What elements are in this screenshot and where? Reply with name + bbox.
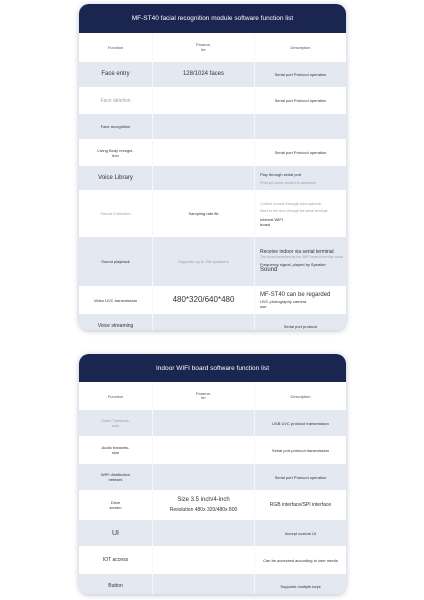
table-row xyxy=(79,113,346,139)
header-parameter xyxy=(153,383,255,409)
description-cell xyxy=(255,237,346,286)
header-function: Function xyxy=(79,34,153,61)
description-line: Sound xyxy=(260,267,278,274)
description-cell: Serial port Protocol operation xyxy=(274,474,327,480)
table-row xyxy=(79,236,346,286)
description-cell: Serial port Protocol operation xyxy=(274,72,327,77)
parameter-cell xyxy=(153,314,255,330)
function-text: Drive screen xyxy=(109,500,122,510)
table-row xyxy=(79,490,346,519)
parameter-cell: Supports up to 3W speakers xyxy=(153,237,255,286)
description-line: The sound received by the WIFI board from the cloud xyxy=(260,254,343,259)
function-cell xyxy=(79,410,153,436)
parameter-cell xyxy=(153,520,255,546)
parameter-line: Size 3.5 inch/4-inch xyxy=(177,497,230,503)
table-row xyxy=(79,190,346,236)
parameter-cell xyxy=(153,140,255,165)
table-row xyxy=(79,87,346,113)
table-row xyxy=(79,286,346,313)
parameter-cell xyxy=(153,491,255,519)
description-line: Frequency signal, played by Speaker xyxy=(260,262,326,268)
table-row xyxy=(79,165,346,190)
function-cell: Sound playback xyxy=(79,237,153,286)
function-text: WIFI distribution network xyxy=(101,472,130,482)
description-cell xyxy=(255,114,346,139)
function-cell xyxy=(79,491,153,519)
function-cell xyxy=(79,437,153,463)
description-line: Internal WIFI board xyxy=(260,216,283,227)
facial-module-function-card xyxy=(79,4,346,330)
function-cell: Button xyxy=(79,574,153,594)
header-parameter xyxy=(153,34,255,61)
function-cell: Sound Collection xyxy=(79,191,153,236)
function-cell: IOT access xyxy=(79,547,153,573)
description-line: Send to the door through the serial terminal xyxy=(260,208,328,213)
description-cell: RGB interface/SPI interface xyxy=(269,502,332,508)
function-cell: Face entry xyxy=(79,62,153,87)
function-text: Video Transmis- sion xyxy=(101,418,130,428)
header-description: Description xyxy=(290,45,311,50)
function-cell xyxy=(79,140,153,165)
table-row xyxy=(79,139,346,165)
card-title: MF-ST40 facial recognition module software function list xyxy=(79,4,346,33)
function-cell: Video UVC transmission xyxy=(79,287,153,313)
function-text: Audio transmis- sion xyxy=(101,445,130,455)
header-function: Function xyxy=(79,383,153,409)
table-row xyxy=(79,463,346,490)
header-parameter-text: Parame- ter xyxy=(195,42,212,52)
table-row xyxy=(79,573,346,594)
parameter-cell xyxy=(153,88,255,113)
parameter-cell: Sampling rate 8k xyxy=(153,191,255,236)
table-row xyxy=(79,409,346,436)
description-cell: Accept custom UI xyxy=(284,530,317,536)
parameter-cell xyxy=(153,547,255,573)
function-cell: Face deletion xyxy=(79,88,153,113)
description-cell: Supports multiple keys xyxy=(280,583,321,589)
description-line: Prompt voice stored in advance xyxy=(260,179,317,185)
description-cell: USB UVC protocol transmission xyxy=(272,420,329,426)
table-header-row xyxy=(79,382,346,409)
card-title: Indoor WIFI board software function list xyxy=(79,354,346,382)
table-row xyxy=(79,519,346,546)
description-line: UVC photography camera use xyxy=(260,298,307,309)
description-cell xyxy=(255,191,346,236)
table-header-row xyxy=(79,33,346,61)
description-line: Play through serial port xyxy=(260,171,302,177)
parameter-line: Resolution 480x 320/480x 800 xyxy=(169,507,238,513)
description-cell: Serial port protocol xyxy=(283,323,318,329)
table-row xyxy=(79,313,346,330)
parameter-cell xyxy=(153,166,255,190)
function-cell: Voice streaming xyxy=(79,314,153,330)
parameter-cell xyxy=(153,437,255,463)
function-cell xyxy=(79,464,153,490)
table-row xyxy=(79,546,346,573)
parameter-cell xyxy=(153,410,255,436)
description-line: MF-ST40 can be regarded xyxy=(260,291,331,298)
parameter-cell xyxy=(153,574,255,594)
table-row xyxy=(79,436,346,463)
description-cell: Serial port protocol transmission xyxy=(271,447,330,453)
parameter-cell xyxy=(153,114,255,139)
function-cell: UI xyxy=(79,520,153,546)
description-cell: Serial port Protocol operation xyxy=(274,98,327,103)
description-cell xyxy=(255,287,346,313)
parameter-cell: 480*320/640*480 xyxy=(153,287,255,313)
wifi-board-function-card xyxy=(79,354,346,594)
header-parameter-text: Parame- ter xyxy=(195,390,212,400)
function-cell: Voice Library xyxy=(79,166,153,190)
description-line: Receive indoor via serial terminal xyxy=(260,248,334,255)
function-cell: Face recognition xyxy=(79,114,153,139)
description-cell: Serial port Protocol operation xyxy=(274,150,327,155)
function-text: Living Body recogni- tion xyxy=(97,147,134,158)
header-description: Description xyxy=(290,393,311,399)
description-line: Collect sound through microphone, xyxy=(260,200,323,206)
table-row xyxy=(79,61,346,87)
parameter-cell xyxy=(153,464,255,490)
parameter-cell: 128/1024 faces xyxy=(153,62,255,87)
description-cell xyxy=(255,166,346,190)
description-cell: Can be accessed according to user needs xyxy=(263,557,338,563)
